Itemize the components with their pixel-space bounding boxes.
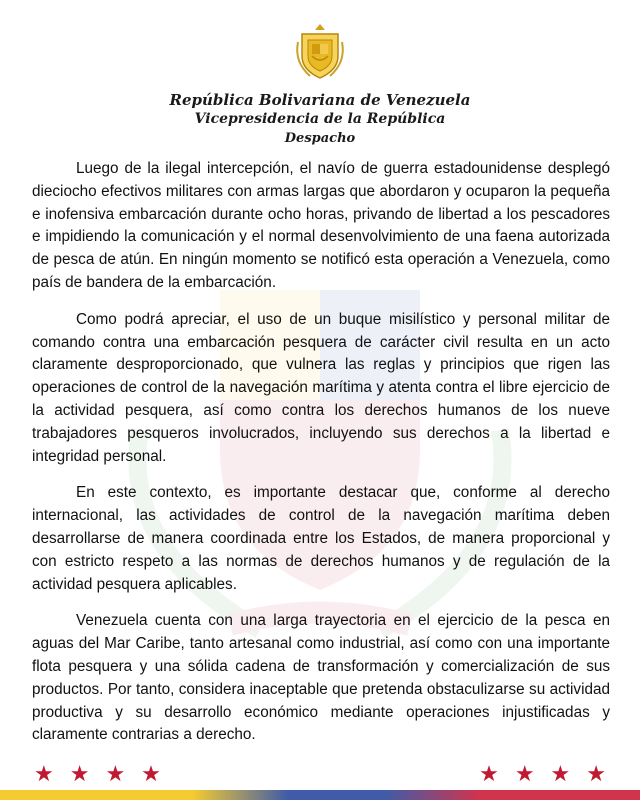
paragraph-3: En este contexto, es importante destacar que, conforme al derecho internacional, las actividades de control de la navegación marítima deben desarrollarse de manera coordinada entre los Estados, de manera proporcional y con estricto respeto a las normas de derechos humanos y de regulación de la actividad pesquera aplicables. [32,484,610,593]
republic-title: República Bolivariana de Venezuela [169,91,471,109]
coat-of-arms-icon [292,22,348,82]
letterhead [0,22,640,148]
office-title: Despacho [284,131,356,146]
paragraph-4: Venezuela cuenta con una larga trayectoria en el ejercicio de la pesca en aguas del Mar Caribe, tanto artesanal como industrial, así como con una importante flota pesquera y una sólida cadena de transformación y comercialización de sus productos. Por tanto, considera inaceptable que pretenda obstaculizarse su actividad productiva y su desarrollo económico mediante operaciones injustificadas y claramente contrarias a derecho. [32,612,610,744]
flag-color-bar [0,790,640,800]
vice-presidency-title: Vicepresidencia de la República [194,111,446,127]
paragraph-1: Luego de la ilegal intercepción, el navío de guerra estadounidense desplegó dieciocho efectivos militares con armas largas que abordaron y ocuparon la pequeña e inofensiva embarcación durante ocho horas, privando de libertad a los pescadores e impidiendo la comunicación y el normal desenvolvimiento de una faena autorizada de pesca de atún. En ningún momento se notificó esta operación a Venezuela, como país de bandera de la embarcación. [32,160,610,291]
letter-body [32,158,610,761]
stars-left-icon: ★★★★ [34,761,177,786]
stars-right-icon: ★★★★ [479,761,622,786]
paragraph-2: Como podrá apreciar, el uso de un buque misilístico y personal militar de comando contra una embarcación pesquera de carácter civil resulta en un acto claramente desproporcionado, que vulnera las reglas y principios que rigen las operaciones de control de la navegación marítima y atenta contra el libre ejercicio de la actividad pesquera, así como contra los derechos humanos de los nueve trabajadores pesqueros involucrados, incluyendo sus derechos a la libertad e integridad personal. [32,310,610,465]
